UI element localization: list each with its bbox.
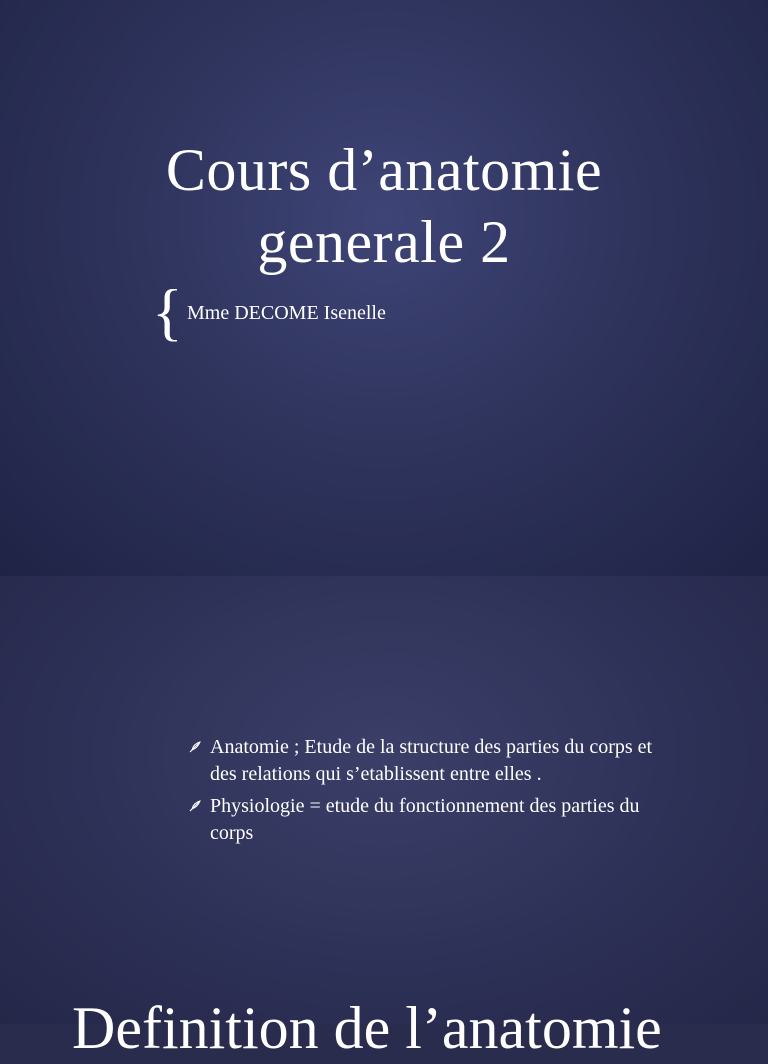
bullet-text: Physiologie = etude du fonctionnement des parties du corps — [210, 795, 640, 844]
slide-title-line-2: generale 2 — [257, 209, 511, 275]
next-slide-title: Definition de l’anatomie — [72, 995, 662, 1061]
bullet-list — [188, 734, 678, 852]
bullet-text: Anatomie ; Etude de la structure des parties du corps et des relations qui s’etablissent entre elles . — [210, 736, 653, 785]
slide-subtitle: Mme DECOME Isenelle — [187, 302, 386, 324]
feather-bullet-icon — [188, 740, 202, 754]
bullet-item — [188, 793, 678, 847]
content-slide — [0, 576, 768, 1061]
bullet-item — [188, 734, 678, 788]
feather-bullet-icon — [188, 799, 202, 813]
slide-title-line-1: Cours d’anatomie — [165, 137, 603, 203]
slide-title — [0, 134, 768, 278]
brace-decoration: { — [152, 276, 183, 347]
